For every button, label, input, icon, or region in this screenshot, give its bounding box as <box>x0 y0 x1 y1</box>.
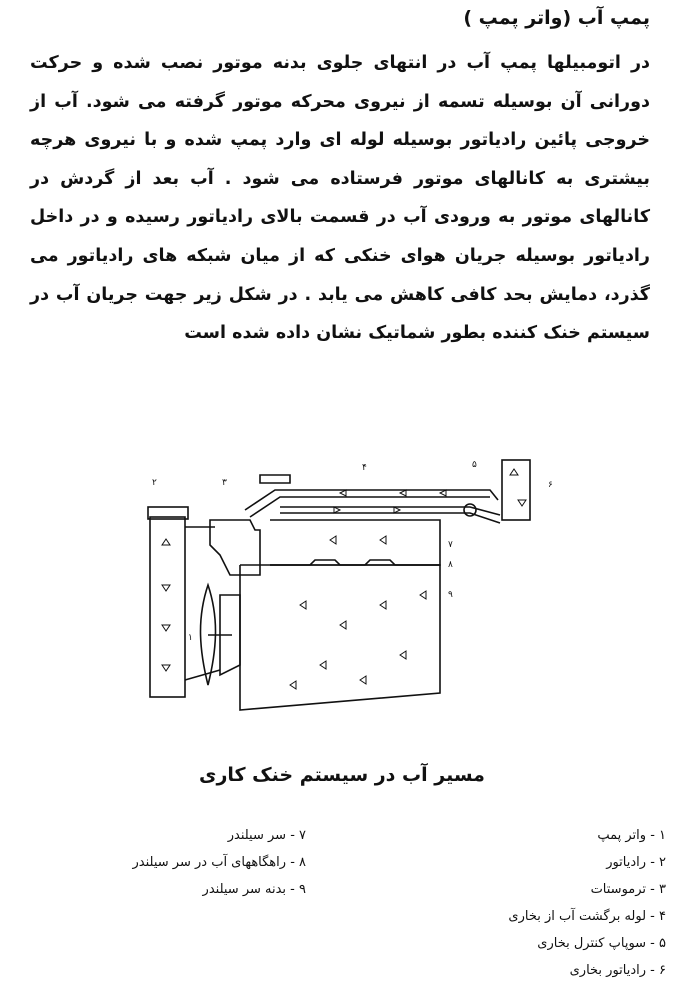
callout-4: ۴ <box>362 463 367 473</box>
body-paragraph: در اتومبیلها پمپ آب در انتهای جلوی بدنه موتور نصب شده و حرکت دورانی آن بوسیله تسمه از نیروی محرکه موتور گرفته می شود. آب از خروجی پائین رادیاتور بوسیله لوله ای وارد پمپ شده و با نیروی هرچه بیشتری به کانالهای موتور فرستاده می شود . آب بعد از گردش در کانالهای موتور به ورودی آب در قسمت بالای رادیاتور رسیده و در داخل رادیاتور بوسیله جریان هوای خنکی که از میان شبکه های رادیاتور می گذرد، دمایش بحد کافی کاهش می یابد . در شکل زیر جهت جریان آب در سیستم خنک کننده بطور شماتیک نشان داده شده است <box>30 53 650 344</box>
legend-item: ۹ - بدنه سر سیلندر <box>202 882 306 897</box>
legend-item: ۱ - واتر پمپ <box>597 828 666 843</box>
head-water-passage <box>270 560 440 565</box>
heater-core-outline <box>502 460 530 520</box>
callout-3: ۳ <box>222 478 227 488</box>
callout-6: ۶ <box>548 480 553 490</box>
legend-item: ۴ - لوله برگشت آب از بخاری <box>508 909 666 924</box>
legend-item: ۶ - رادیاتور بخاری <box>569 963 666 978</box>
callout-2: ۲ <box>152 478 157 488</box>
callout-7: ۷ <box>448 540 453 550</box>
engine-block-outline <box>240 565 440 710</box>
callout-5: ۵ <box>472 460 477 470</box>
radiator-outline <box>150 517 185 697</box>
legend-left-column <box>133 822 306 903</box>
cooling-system-diagram <box>140 455 560 735</box>
section-title: پمپ آب (واتر پمپ ) <box>463 7 650 29</box>
thermostat-housing <box>210 520 260 575</box>
figure-caption: مسیر آب در سیستم خنک کاری <box>199 764 485 786</box>
lower-hose <box>185 670 220 680</box>
legend-item: ۸ - راهگاههای آب در سر سیلندر <box>132 855 306 870</box>
callout-1: ۱ <box>188 633 193 643</box>
cylinder-head-outline <box>270 520 440 565</box>
callout-8: ۸ <box>448 560 453 570</box>
legend-item: ۷ - سر سیلندر <box>227 828 306 843</box>
legend-item: ۳ - ترموستات <box>590 882 666 897</box>
legend-right-column <box>508 822 666 984</box>
legend-item: ۲ - رادیاتور <box>606 855 666 870</box>
heater-valve-icon <box>464 504 476 516</box>
legend-item: ۵ - سوپاپ کنترل بخاری <box>537 936 666 951</box>
callout-9: ۹ <box>448 590 453 600</box>
